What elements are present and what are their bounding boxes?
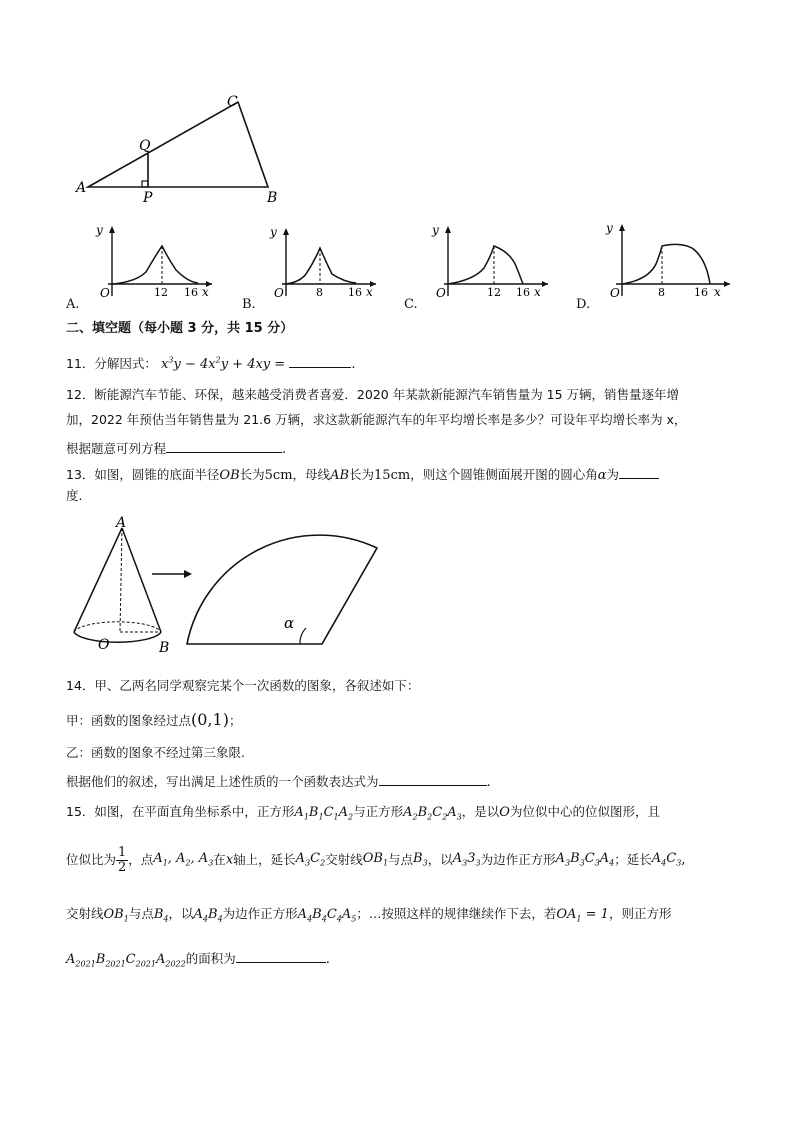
svg-text:O: O xyxy=(274,286,284,300)
q14-line1: 14．甲、乙两名同学观察完某个一次函数的图象，各叙述如下： xyxy=(66,678,420,693)
option-b-graph xyxy=(262,222,382,304)
svg-text:O: O xyxy=(610,286,620,300)
option-c-graph xyxy=(424,222,554,304)
q12-line2: 加，2022 年预估当年销售量为 21.6 万辆，求这款新能源汽车的年平均增长率是多少？可设年平均增长率为 x， xyxy=(66,412,687,427)
svg-text:16: 16 xyxy=(516,286,530,299)
q13-line2: 度. xyxy=(66,488,83,503)
svg-text:x: x xyxy=(202,285,209,299)
q15-fraction: $\frac{1}{2}$ xyxy=(118,845,127,875)
svg-text:O: O xyxy=(100,286,110,300)
q14-line3: 乙：函数的图象不经过第三象限. xyxy=(66,745,245,760)
svg-text:8: 8 xyxy=(316,286,323,299)
svg-text:12: 12 xyxy=(487,286,501,299)
label-A: A xyxy=(76,180,87,196)
q15-answer-blank[interactable] xyxy=(236,950,326,963)
svg-text:x: x xyxy=(366,285,373,299)
q11-expression: $x^3y - 4x^2y + 4xy$ = xyxy=(161,355,286,372)
svg-text:16: 16 xyxy=(694,286,708,299)
option-a-graph xyxy=(88,222,218,304)
svg-text:y: y xyxy=(270,225,277,239)
q15-line3: 交射线$OB_1$与点$B_4$，以$A_4B_4$为边作正方形$A_4B_4C_4A_5$；…按照这样的规律继续作下去，若$OA_1 = 1$，则正方形 xyxy=(66,906,672,924)
cone-label-O: O xyxy=(98,637,110,653)
svg-text:x: x xyxy=(714,285,721,299)
svg-text:16: 16 xyxy=(184,286,198,299)
option-d-letter: D. xyxy=(576,297,591,312)
cone-label-B: B xyxy=(159,640,170,656)
svg-text:12: 12 xyxy=(154,286,168,299)
q11-answer-blank[interactable] xyxy=(289,355,351,368)
option-c-letter: C. xyxy=(404,297,418,312)
q12-line1: 12．断能源汽车节能、环保，越来越受消费者喜爱．2020 年某款新能源汽车销售量为 15 万辆，销售量逐年增 xyxy=(66,387,680,402)
triangle-figure xyxy=(70,90,300,205)
q14-answer-blank[interactable] xyxy=(379,773,487,786)
svg-text:O: O xyxy=(436,286,446,300)
q12-answer-blank[interactable] xyxy=(166,440,282,453)
label-P: P xyxy=(143,190,153,205)
section-title: 二、填空题（每小题 3 分，共 15 分） xyxy=(66,321,294,336)
svg-text:y: y xyxy=(96,223,103,237)
label-C: C xyxy=(227,94,238,110)
svg-text:x: x xyxy=(534,285,541,299)
q15-line4: $A_{2021}B_{2021}C_{2021}A_{2022}$的面积为 . xyxy=(66,951,330,969)
option-b-letter: B. xyxy=(242,297,256,312)
q15-line2: 位似比为 $\frac{1}{2}$ ，点$A_1$, $A_2$, $A_3$在x轴上，延长$A_3C_2$交射线$OB_1$与点$B_3$，以$A_33_3$为边作正方形$A_3B_3C_3A_4$；延长$A_4C_3$, xyxy=(66,845,686,875)
q11-prefix: 11．分解因式： xyxy=(66,356,157,371)
cone-sector-figure xyxy=(64,516,394,668)
q12-line3: 根据题意可列方程 . xyxy=(66,441,287,457)
svg-text:8: 8 xyxy=(658,286,665,299)
svg-text:16: 16 xyxy=(348,286,362,299)
option-d-graph xyxy=(596,218,736,304)
label-B: B xyxy=(267,190,278,205)
svg-text:y: y xyxy=(432,223,439,237)
svg-text:y: y xyxy=(606,221,613,235)
question-11: 11．分解因式： $x^3y - 4x^2y + 4xy$ = . xyxy=(66,355,356,372)
label-Q: Q xyxy=(139,138,151,154)
q13-line1: 13．如图，圆锥的底面半径OB长为5cm，母线AB长为15cm，则这个圆锥侧面展开图的圆心角α为 xyxy=(66,466,659,482)
sector-label-alpha: α xyxy=(284,614,295,632)
q14-line2: 甲：函数的图象经过点(0,1)； xyxy=(66,710,242,729)
q13-answer-blank[interactable] xyxy=(619,466,659,479)
option-a-letter: A. xyxy=(66,297,80,312)
cone-label-A: A xyxy=(116,516,127,531)
q14-line4: 根据他们的叙述，写出满足上述性质的一个函数表达式为 . xyxy=(66,774,491,790)
q15-line1: 15．如图，在平面直角坐标系中，正方形$A_1B_1C_1A_2$与正方形$A_2B_2C_2A_3$，是以O为位似中心的位似图形，且 xyxy=(66,804,660,822)
